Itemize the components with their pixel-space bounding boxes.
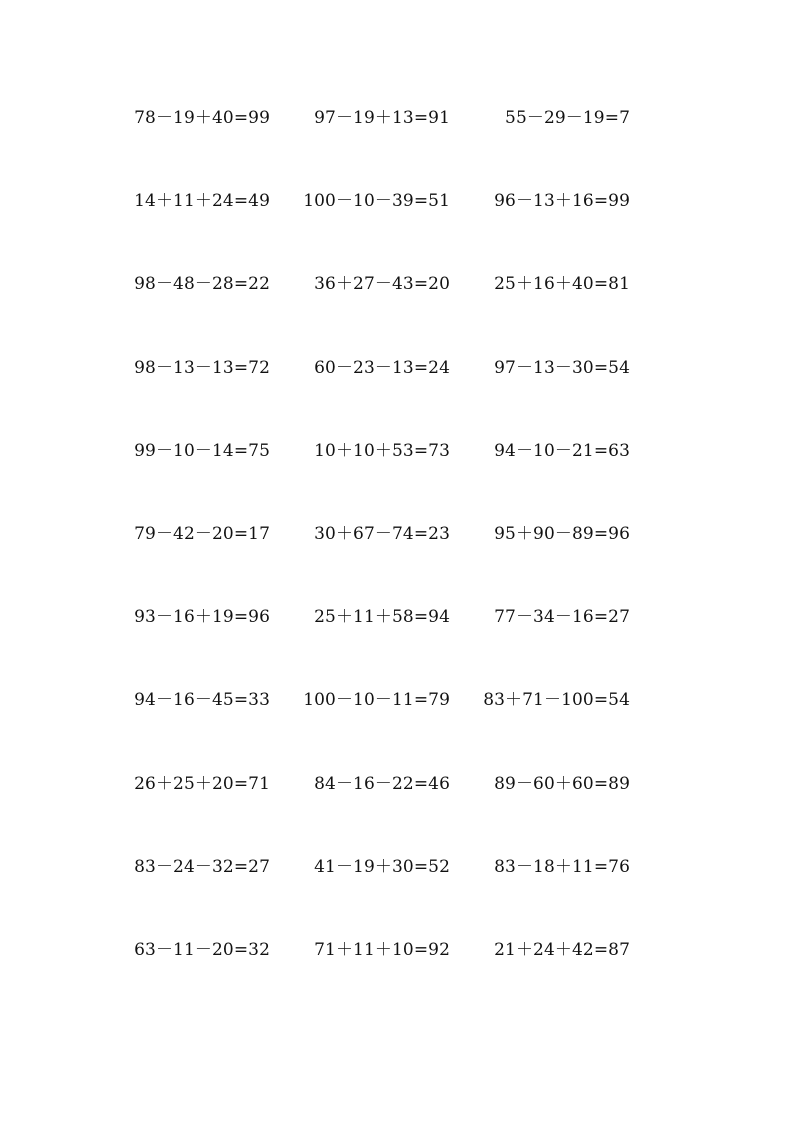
equation: 26＋25＋20=71	[134, 773, 270, 794]
equation-row	[120, 352, 640, 435]
equation: 41－19＋30=52	[314, 856, 450, 877]
equation: 83＋71－100=54	[483, 690, 630, 711]
equation: 98－13－13=72	[134, 357, 270, 378]
equation: 100－10－39=51	[303, 191, 450, 212]
equation: 25＋11＋58=94	[314, 607, 450, 628]
equation: 89－60＋60=89	[494, 773, 630, 794]
equation: 78－19＋40=99	[134, 108, 270, 128]
equation-row	[120, 185, 640, 268]
equation: 25＋16＋40=81	[494, 274, 630, 295]
equation: 63－11－20=32	[134, 939, 270, 960]
equation: 98－48－28=22	[134, 274, 270, 295]
equation-row	[120, 768, 640, 851]
equation: 97－13－30=54	[494, 357, 630, 378]
equation: 83－24－32=27	[134, 856, 270, 877]
equation: 55－29－19=7	[505, 108, 630, 128]
equation: 95＋90－89=96	[494, 523, 630, 544]
equation-row	[120, 435, 640, 518]
equation: 84－16－22=46	[314, 773, 450, 794]
equation: 77－34－16=27	[494, 607, 630, 628]
equation: 96－13＋16=99	[494, 191, 630, 212]
equation-row	[120, 268, 640, 351]
equation: 60－23－13=24	[314, 357, 450, 378]
equation-row	[120, 601, 640, 684]
equation: 10＋10＋53=73	[314, 440, 450, 461]
equation-row	[120, 851, 640, 934]
equation: 30＋67－74=23	[314, 523, 450, 544]
equation-row	[120, 102, 640, 185]
equation: 83－18＋11=76	[494, 856, 630, 877]
equation: 71＋11＋10=92	[314, 939, 450, 960]
equation: 93－16＋19=96	[134, 607, 270, 628]
equation: 79－42－20=17	[134, 523, 270, 544]
equation: 100－10－11=79	[303, 690, 450, 711]
equation: 21＋24＋42=87	[494, 939, 630, 960]
equation: 94－16－45=33	[134, 690, 270, 711]
equation: 99－10－14=75	[134, 440, 270, 461]
equation-row	[120, 518, 640, 601]
equation: 14＋11＋24=49	[134, 191, 270, 212]
equation: 94－10－21=63	[494, 440, 630, 461]
equation: 97－19＋13=91	[314, 108, 450, 128]
equation: 36＋27－43=20	[314, 274, 450, 295]
equation-row	[120, 934, 640, 1017]
equation-grid	[120, 102, 640, 1017]
equation-row	[120, 684, 640, 767]
